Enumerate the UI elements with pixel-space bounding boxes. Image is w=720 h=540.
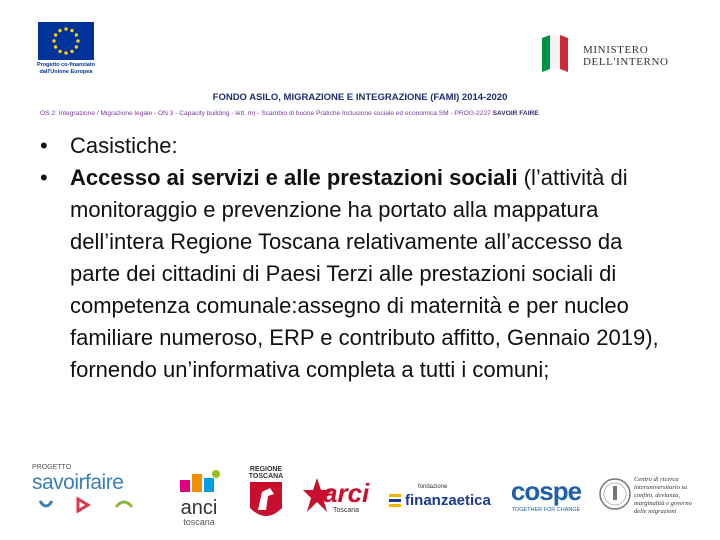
partner-logos: [0, 460, 720, 540]
bullet-lead: Casistiche:: [70, 133, 178, 158]
bullet-text: [70, 130, 670, 162]
anci-region: toscana: [183, 517, 215, 527]
centro-ricerca-logo: [598, 466, 692, 527]
bullet-lead-bold: Accesso ai servizi e alle prestazioni sociali: [70, 165, 518, 190]
bullet-marker: •: [40, 133, 48, 158]
ministry-line-2: DELL'INTERNO: [583, 56, 669, 68]
regione-line-2: TOSCANA: [248, 473, 284, 480]
savoirfaire-logo: [32, 464, 142, 518]
savoirfaire-name: savoirfaire: [32, 471, 124, 494]
regione-toscana-logo: [246, 466, 286, 529]
bullet-item: [40, 162, 690, 386]
anci-name: anci: [180, 497, 218, 519]
pegasus-shield-icon: [248, 480, 284, 524]
bullet-item: [40, 130, 690, 162]
bullet-text: [70, 162, 670, 386]
finanzaetica-label: fondazione: [418, 484, 448, 490]
bullet-marker: •: [40, 165, 48, 190]
bullet-body: (l’attività di monitoraggio e prevenzione ha portato alla mappatura dell’intera Regione Toscana relativamente all’accesso da parte dei cittadini di Paesi Terzi alle prestazioni sociali di competenza comunale:assegno di maternità e per nucleo familiare numeroso, ERP e contributo affitto, Gennaio 2019), fornendo un’informativa completa a tutti i comuni;: [70, 165, 659, 382]
fami-subtitle: [40, 110, 539, 117]
eu-caption: Progetto co-finanziato dall'Unione Europea: [36, 62, 96, 75]
centro-seal-icon: [598, 466, 632, 522]
anci-toscana-logo: [172, 468, 226, 527]
italian-flag-icon: [540, 32, 570, 72]
cospe-tagline: TOGETHER FOR CHANGE: [511, 507, 581, 513]
centro-text: Centro di ricerca interuniversitario su confini, devianza, marginalità e governo delle migrazioni: [634, 476, 692, 515]
fami-subtitle-text: OS 2: Integrazione / Migrazione legale - ON 3 - Capacity building - lett. m) - Scambio di buone Pratiche Inclusione sociale ed economica SM - PROG-2227: [40, 110, 491, 117]
fami-subtitle-project: SAVOIR FAIRE: [492, 110, 539, 117]
regione-line-1: REGIONE: [249, 466, 283, 473]
savoirfaire-tag: PROGETTO: [32, 464, 72, 471]
header: [0, 0, 720, 125]
finanzaetica-symbol-icon: [387, 492, 403, 508]
ministry-line-1: MINISTERO: [583, 44, 649, 56]
arci-toscana-logo: [303, 474, 369, 523]
ministry-name: [583, 44, 669, 68]
finanzaetica-name: finanzaetica: [405, 492, 491, 509]
eu-flag-icon: [38, 22, 94, 60]
fami-title: FONDO ASILO, MIGRAZIONE E INTEGRAZIONE (FAMI) 2014-2020: [212, 92, 508, 103]
arci-region: Toscana: [333, 507, 360, 514]
bullet-list: [40, 130, 690, 386]
savoirfaire-symbols-icon: [32, 495, 142, 513]
cospe-logo: [510, 476, 582, 513]
arci-name: arci: [323, 478, 370, 508]
anci-symbol-icon: [172, 468, 226, 494]
cospe-name: cospe: [510, 476, 582, 506]
